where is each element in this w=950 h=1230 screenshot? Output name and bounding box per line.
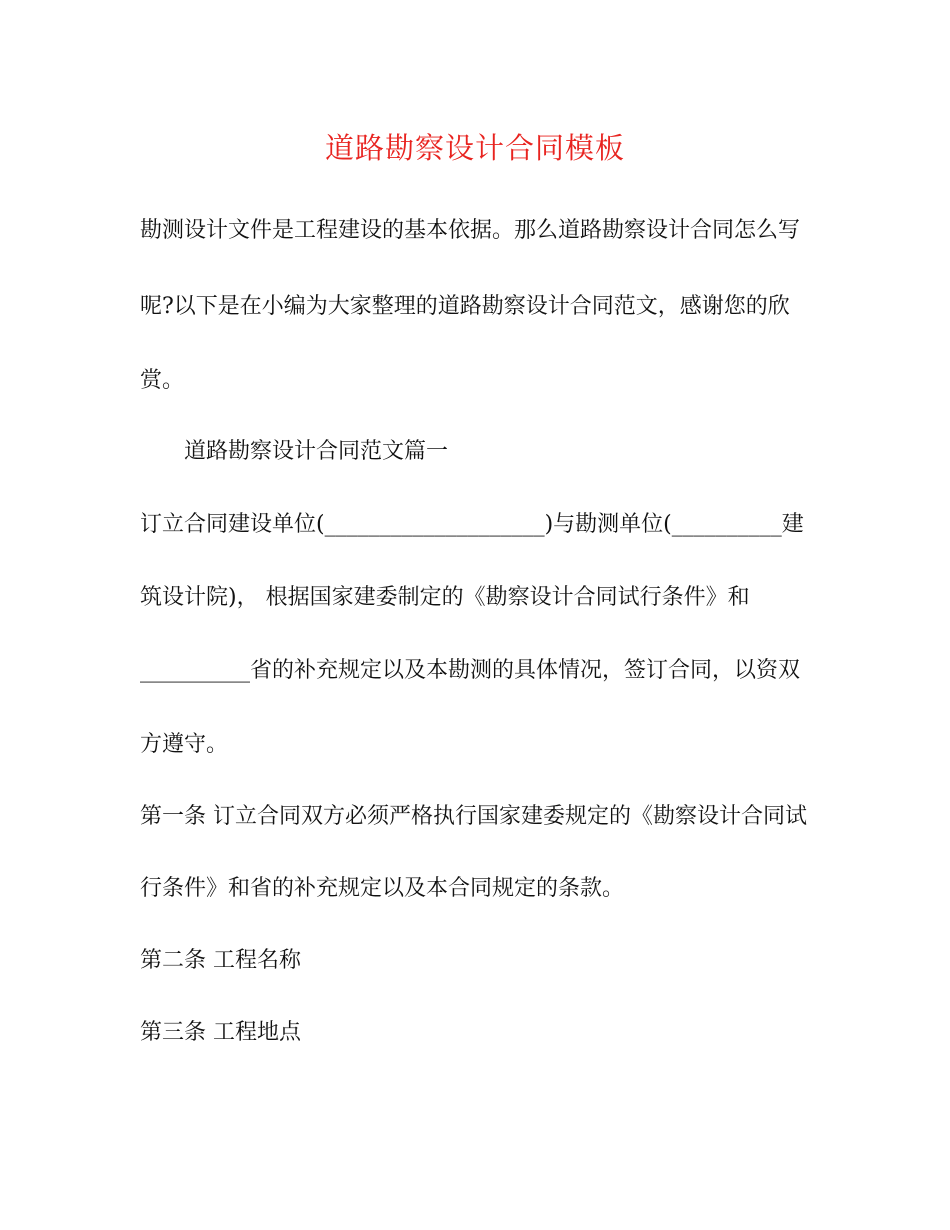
body-line-1: 勘测设计文件是工程建设的基本依据。那么道路勘察设计合同怎么写	[140, 218, 801, 243]
body-line-3: 赏。	[140, 368, 185, 393]
document-title: 道路勘察设计合同模板	[324, 131, 625, 165]
article-1-line-2: 行条件》和省的补充规定以及本合同规定的条款。	[140, 876, 625, 901]
body-line-5: 订立合同建设单位(____________________)与勘测单位(__________建	[140, 512, 804, 537]
section-heading: 道路勘察设计合同范文篇一	[184, 439, 449, 464]
body-line-6: 筑设计院)， 根据国家建委制定的《勘察设计合同试行条件》和	[140, 585, 750, 610]
article-2: 第二条 工程名称	[140, 948, 301, 973]
body-line-8: 方遵守。	[140, 732, 229, 757]
article-1-line-1: 第一条 订立合同双方必须严格执行国家建委规定的《勘察设计合同试	[140, 804, 807, 829]
body-line-7: __________省的补充规定以及本勘测的具体情况，签订合同，以资双	[140, 658, 801, 683]
article-3: 第三条 工程地点	[140, 1020, 301, 1045]
body-line-2: 呢?以下是在小编为大家整理的道路勘察设计合同范文，感谢您的欣	[140, 294, 790, 319]
